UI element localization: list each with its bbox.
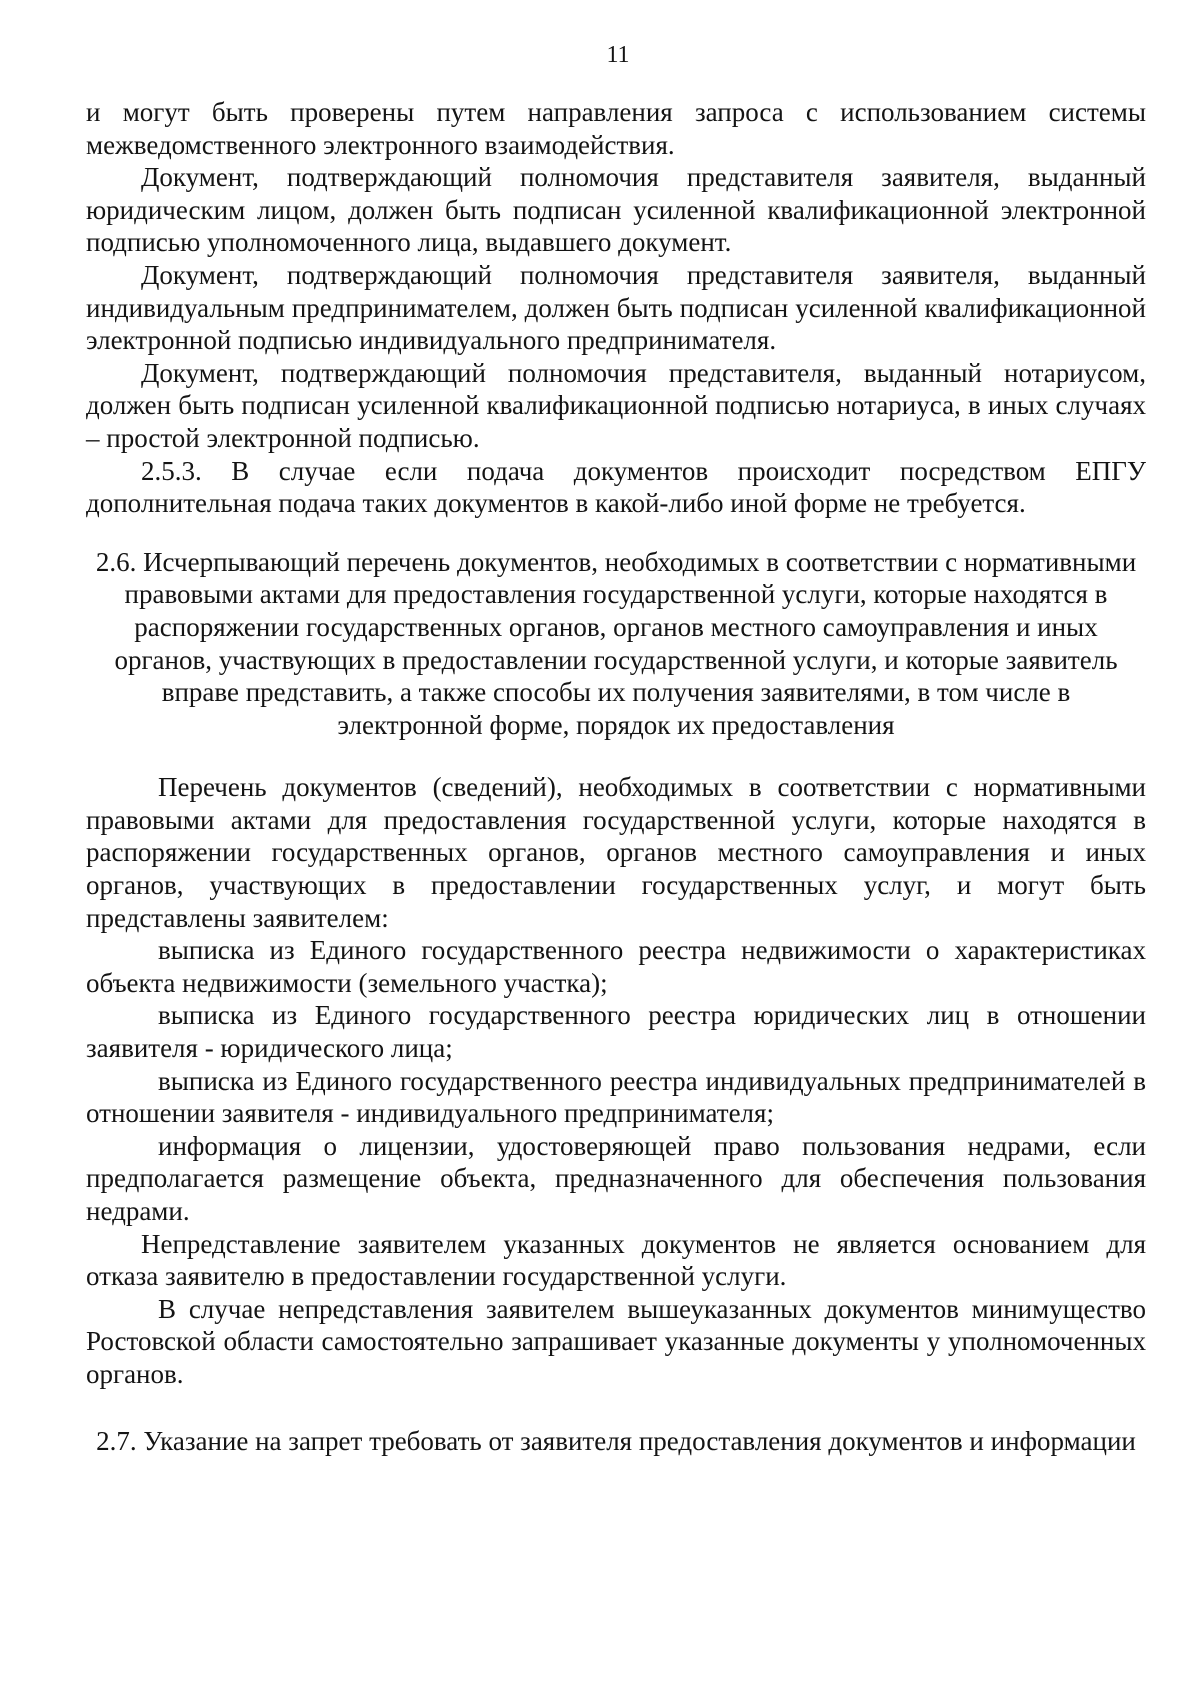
- list-item: выписка из Единого государственного реестра индивидуальных предпринимателей в отношении заявителя - индивидуального предпринимателя;: [86, 1065, 1146, 1129]
- list-item: выписка из Единого государственного реестра юридических лиц в отношении заявителя - юридического лица;: [86, 1000, 1146, 1064]
- section-heading-2-6: 2.6. Исчерпывающий перечень документов, необходимых в соответствии с нормативными правовыми актами для предоставления государственной услуги, которые находятся в распоряжении государственных органов, органов местного самоуправления и иных органов, участвующих в предоставлении государственной услуги, и которые заявитель вправе представить, а также способы их получения заявителями, в том числе в электронной форме, порядок их предоставления: [95, 546, 1137, 740]
- page-number: 11: [606, 42, 630, 68]
- paragraph-continuation: и могут быть проверены путем направления запроса с использованием системы межведомственного электронного взаимодействия.: [86, 97, 1146, 160]
- paragraph-entrepreneur-signature: Документ, подтверждающий полномочия представителя заявителя, выданный индивидуальным предпринимателем, должен быть подписан усиленной квалификационной электронной подписью индивидуального предпринимателя.: [86, 259, 1146, 356]
- paragraph-legal-entity-signature: Документ, подтверждающий полномочия представителя заявителя, выданный юридическим лицом, должен быть подписан усиленной квалификационной электронной подписью уполномоченного лица, выдавшего документ.: [86, 162, 1146, 258]
- paragraph-ministry-request: В случае непредставления заявителем вышеуказанных документов минимущество Ростовской области самостоятельно запрашивает указанные документы у уполномоченных органов.: [86, 1293, 1146, 1389]
- list-item: информация о лицензии, удостоверяющей право пользования недрами, если предполагается размещение объекта, предназначенного для обеспечения пользования недрами.: [86, 1130, 1146, 1226]
- paragraph-2-5-3: 2.5.3. В случае если подача документов происходит посредством ЕПГУ дополнительная подача таких документов в какой-либо иной форме не требуется.: [86, 455, 1146, 519]
- paragraph-non-submission: Непредставление заявителем указанных документов не является основанием для отказа заявителю в предоставлении государственной услуги.: [86, 1228, 1146, 1292]
- section-heading-2-7: 2.7. Указание на запрет требовать от заявителя предоставления документов и информации: [96, 1425, 1136, 1456]
- paragraph-notary-signature: Документ, подтверждающий полномочия представителя, выданный нотариусом, должен быть подписан усиленной квалификационной подписью нотариуса, в иных случаях – простой электронной подписью.: [86, 357, 1146, 453]
- paragraph-documents-list-intro: Перечень документов (сведений), необходимых в соответствии с нормативными правовыми актами для предоставления государственной услуги, которые находятся в распоряжении государственных органов, органов местного самоуправления и иных органов, участвующих в предоставлении государственных услуг, и могут быть представлены заявителем:: [86, 772, 1146, 933]
- list-item: выписка из Единого государственного реестра недвижимости о характеристиках объекта недвижимости (земельного участка);: [86, 935, 1146, 998]
- document-body: [86, 96, 1146, 1457]
